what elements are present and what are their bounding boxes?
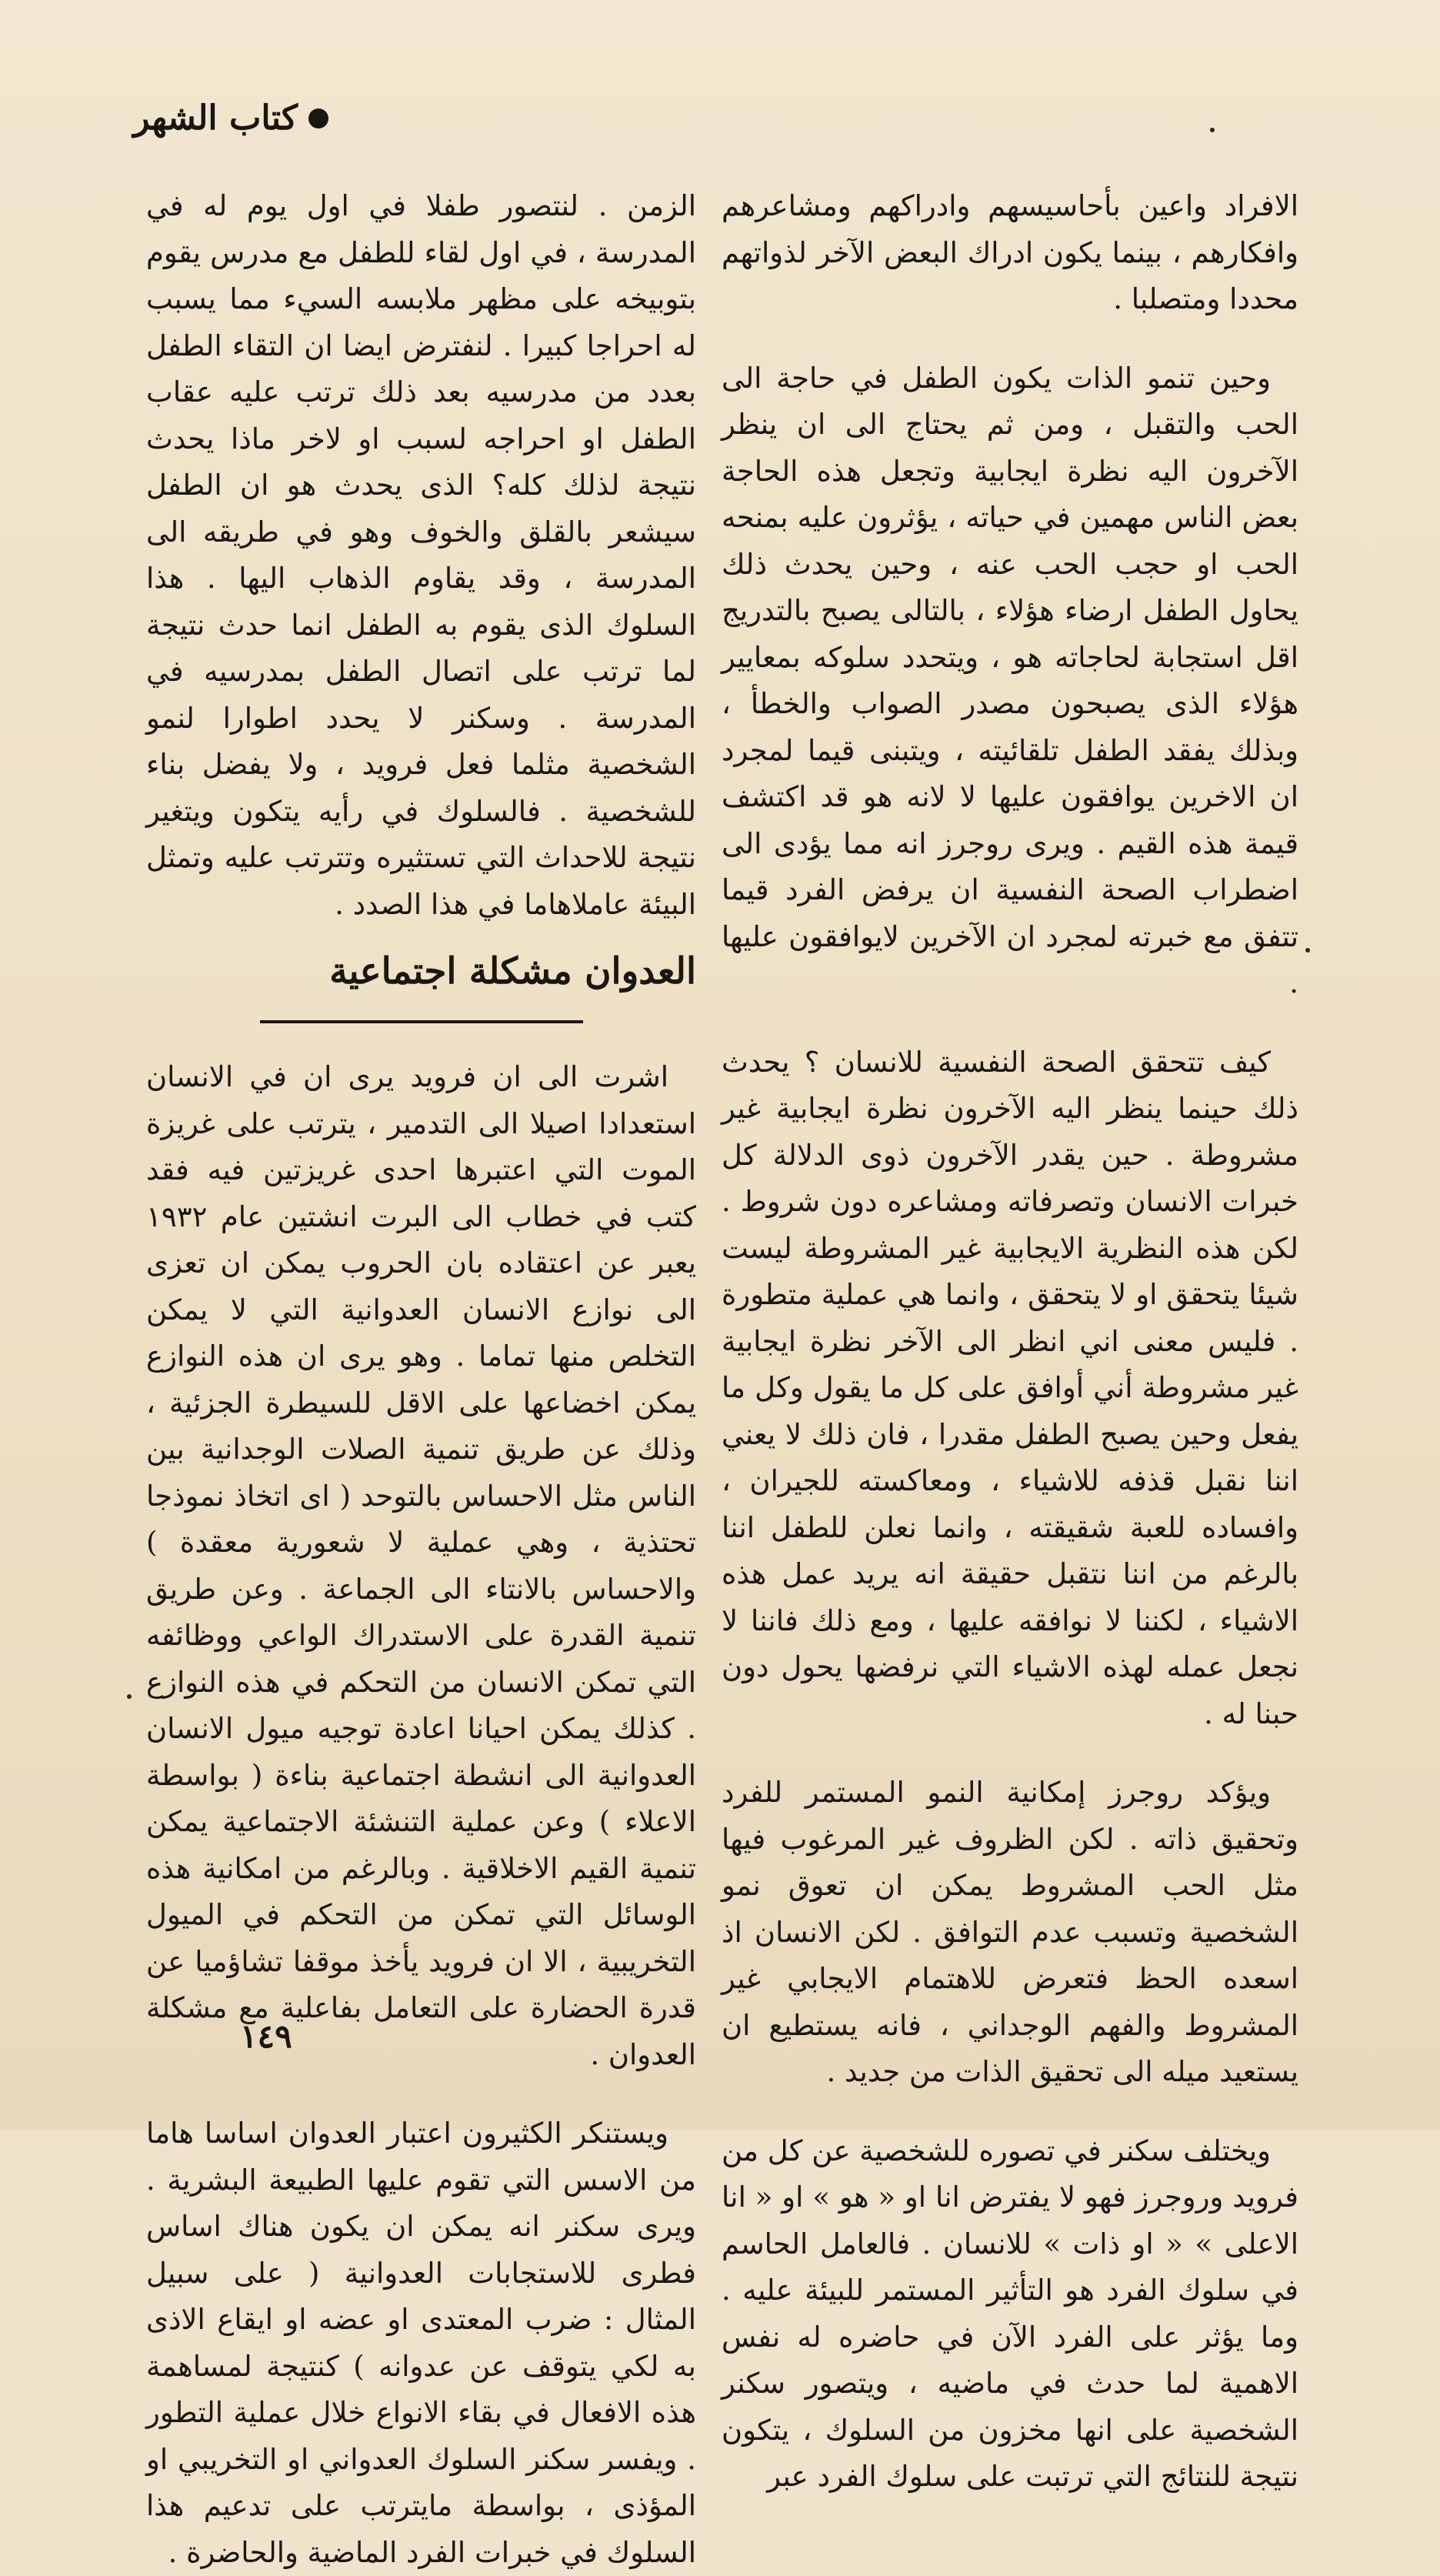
running-header xyxy=(133,98,328,138)
page-number: ١٤٩ xyxy=(240,2017,292,2055)
paragraph: الزمن . لنتصور طفلا في اول يوم له في المدرسة ، في اول لقاء للطفل مع مدرس يقوم بتوبيخه على مظهر ملابسه السيء مما يسبب له احراجا كبيرا . لنفترض ايضا ان التقاء الطفل بعدد من مدرسيه بعد ذلك ترتب عليه عقاب الطفل او احراجه لسبب او لاخر ماذا يحدث نتيجة لذلك كله؟ الذى يحدث هو ان الطفل سيشعر بالقلق والخوف وهو في طريقه الى المدرسة ، وقد يقاوم الذهاب اليها . هذا السلوك الذى يقوم به الطفل انما حدث نتيجة لما ترتب على اتصال الطفل بمدرسيه في المدرسة . وسكنر لا يحدد اطوارا لنمو الشخصية مثلما فعل فرويد ، ولا يفضل بناء للشخصية . فالسلوك في رأيه يتكون ويتغير نتيجة للاحداث التي تستثيره وتترتب عليه وتمثل البيئة عاملاهاما في هذا الصدد . xyxy=(146,189,696,921)
section-title: العدوان مشكلة اجتماعية xyxy=(329,950,696,993)
paragraph: ويستنكر الكثيرون اعتبار العدوان اساسا هاما من الاسس التي تقوم عليها الطبيعة البشرية . ويرى سكنر انه يمكن ان يكون هناك اساس فطرى للاستجابات العدوانية ( على سبيل المثال : ضرب المعتدى او عضه او ايقاع الاذى به لكي يتوقف عن عدوانه ) كنتيجة لمساهمة هذه الافعال في بقاء الانواع خلال عملية التطور . ويفسر سكنر السلوك العدواني او التخريبي او المؤذى ، بواسطة مايترتب على تدعيم هذا السلوك في خبرات الفرد الماضية والحاضرة . xyxy=(146,2117,696,2569)
speck-mark xyxy=(1210,128,1215,132)
right-column xyxy=(722,183,1298,2501)
paragraph: ويختلف سكنر في تصوره للشخصية عن كل من فرويد وروجرز فهو لا يفترض انا او « هو » او « انا الاعلى » « او ذات » للانسان . فالعامل الحاسم في سلوك الفرد هو التأثير المستمر للبيئة عليه . وما يؤثر على الفرد الآن في حاضره له نفس الاهمية لما حدث في ماضيه ، ويتصور سكنر الشخصية على انها مخزون من السلوك ، يتكون نتيجة للنتائج التي ترتبت على سلوك الفرد عبر xyxy=(722,2134,1298,2493)
paragraph: وحين تنمو الذات يكون الطفل في حاجة الى الحب والتقبل ، ومن ثم يحتاج الى ان ينظر الآخرون اليه نظرة ايجابية وتجعل هذه الحاجة بعض الناس مهمين في حياته ، يؤثرون عليه بمنحه الحب او حجب الحب عنه ، وحين يحدث ذلك يحاول الطفل ارضاء هؤلاء ، بالتالى يصبح بالتدريج اقل استجابة لحاجاته هو ، ويتحدد سلوكه بمعايير هؤلاء الذى يصبحون مصدر الصواب والخطأ ، وبذلك يفقد الطفل تلقائيته ، ويتبنى قيما لمجرد ان الاخرين يوافقون عليها لا لانه هو قد اكتشف قيمة هذه القيم . ويرى روجرز انه مما يؤدى الى اضطراب الصحة النفسية ان يرفض الفرد قيما تتفق مع خبرته لمجرد ان الآخرين لايوافقون عليها . xyxy=(722,361,1298,999)
paragraph: اشرت الى ان فرويد يرى ان في الانسان استعدادا اصيلا الى التدمير ، يترتب على غريزة الموت التي اعتبرها احدى غريزتين فيه فقد كتب في خطاب الى البرت انشتين عام ١٩٣٢ يعبر عن اعتقاده بان الحروب يمكن ان تعزى الى نوازع الانسان العدوانية التي لا يمكن التخلص منها تماما . وهو يرى ان هذه النوازع يمكن اخضاعها على الاقل للسيطرة الجزئية ، وذلك عن طريق تنمية الصلات الوجدانية بين الناس مثل الاحساس بالتوحد ( اى اتخاذ نموذجا تحتذية ، وهي عملية لا شعورية معقدة ) والاحساس بالانتاء الى الجماعة . وعن طريق تنمية القدرة على الاستدراك الواعي ووظائفه التي تمكن الانسان من التحكم في هذه النوازع . كذلك يمكن احيانا اعادة توجيه ميول الانسان العدوانية الى انشطة اجتماعية بناءة ( بواسطة الاعلاء ) وعن عملية التنشئة الاجتماعية يمكن تنمية القيم الاخلاقية . وبالرغم من امكانية هذه الوسائل التي تمكن من التحكم في الميول التخريبية ، الا ان فرويد يأخذ موقفا تشاؤميا عن قدرة الحضارة على التعامل بفاعلية مع مشكلة العدوان . xyxy=(146,1060,696,2071)
section-divider xyxy=(260,1020,583,1023)
header-title: كتاب الشهر xyxy=(133,98,298,138)
bullet-icon xyxy=(308,108,328,128)
paragraph: الافراد واعين بأحاسيسهم وادراكهم ومشاعرهم وافكارهم ، بينما يكون ادراك البعض الآخر لذواتهم محددا ومتصلبا . xyxy=(722,189,1298,315)
left-column xyxy=(146,183,696,2576)
speck-mark xyxy=(1305,948,1310,953)
paragraph: كيف تتحقق الصحة النفسية للانسان ؟ يحدث ذلك حينما ينظر اليه الآخرون نظرة ايجابية غير مشروطة . حين يقدر الآخرون ذوى الدلالة كل خبرات الانسان وتصرفاته ومشاعره دون شروط . لكن هذه النظرية الايجابية غير المشروطة ليست شيئا يتحقق او لا يتحقق ، وانما هي عملية متطورة . فليس معنى اني انظر الى الآخر نظرة ايجابية غير مشروطة أني أوافق على كل ما يقول وكل ما يفعل وحين يصبح الطفل مقدرا ، فان ذلك لا يعني اننا نقبل قذفه للاشياء ، ومعاكسته للجيران ، وافساده للعبة شقيقته ، وانما نعلن للطفل اننا بالرغم من اننا نتقبل حقيقة انه يريد عمل هذه الاشياء ، لكننا لا نوافقه عليها ، ومع ذلك فاننا لا نجعل عمله لهذه الاشياء التي نرفضها يحول دون حبنا له . xyxy=(722,1045,1298,1730)
paragraph: ويؤكد روجرز إمكانية النمو المستمر للفرد وتحقيق ذاته . لكن الظروف غير المرغوب فيها مثل الحب المشروط يمكن ان تعوق نمو الشخصية وتسبب عدم التوافق . لكن الانسان اذ اسعده الحظ فتعرض للاهتمام الايجابي غير المشروط والفهم الوجداني ، فانه يستطيع ان يستعيد ميله الى تحقيق الذات من جديد . xyxy=(722,1776,1298,2088)
speck-mark xyxy=(127,1694,132,1699)
